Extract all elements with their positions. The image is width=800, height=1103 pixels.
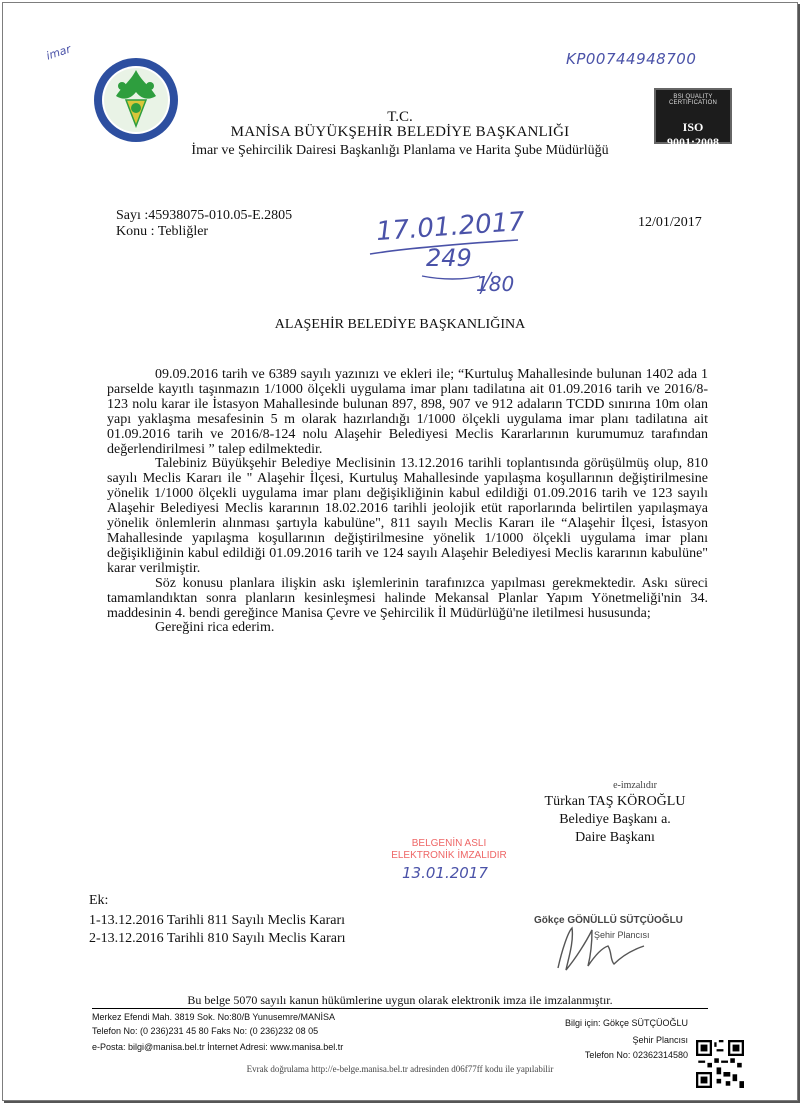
handwritten-signature (552, 920, 652, 976)
header-department: İmar ve Şehircilik Dairesi Başkanlığı Planlama ve Harita Şube Müdürlüğü (191, 143, 609, 158)
signatory-title-2: Daire Başkanı (575, 830, 655, 845)
handwritten-code: KP00744948700 (566, 50, 697, 68)
footer-verification: Evrak doğrulama http://e-belge.manisa.bel.tr adresinden d06f77ff kodu ile yapılabilir (246, 1064, 554, 1074)
iso-badge-main-text: ISO 9001:2008 (667, 120, 719, 149)
e-signature-note: e-imzalıdır (613, 780, 657, 791)
document-subject: Konu : Tebliğler (116, 224, 209, 239)
footer-info-phone: Telefon No: 02362314580 (584, 1050, 688, 1060)
signatory-name: Türkan TAŞ KÖROĞLU (544, 794, 686, 809)
signatory-title-1: Belediye Başkanı a. (559, 812, 671, 827)
stamp-handwritten-date: 13.01.2017 (402, 864, 488, 882)
document-date: 12/01/2017 (638, 215, 702, 230)
electronic-signature-stamp (374, 838, 524, 862)
iso-badge-top-text: BSI QUALITY CERTIFICATION (668, 94, 718, 106)
body-paragraph-2: Talebiniz Büyükşehir Belediye Meclisinin 13.12.2016 tarihli toplantısında görüşülmüş olup, 810 sayılı Meclis Kararı ile " Alaşehir İlçesi, Kurtuluş Mahallesinde yapılaşma koşullarının değiştirilmesine yönelik 1/1000 ölçekli uygulama imar planı değişikliğinin kabul edildiği 01.09.2016 tarih ve 123 sayılı Alaşehir Belediyesi Meclis kararının 18.02.2016 tarihli jeolojik etüt raporlarında belirtilen yapılaşmaya yönelik önlemlerin alınması şartıyla kabulüne", 811 sayılı Meclis Kararı ile “Alaşehir İlçesi, İstasyon Mahallesinde yapılaşma koşullarının değiştirilmesine yönelik 1/1000 ölçekli uygulama imar planı değişikliğinin kabul edildiği 01.09.2016 tarih ve 124 sayılı Alaşehir Belediyesi Meclis kararının kabulüne" karar verilmiştir. (107, 456, 708, 576)
qr-code-icon[interactable] (696, 1040, 744, 1088)
document-number: Sayı :45938075-010.05-E.2805 (116, 208, 293, 223)
footer-divider (92, 1008, 708, 1009)
footer-info-for: Bilgi için: Gökçe SÜTÇÜOĞLU (564, 1018, 688, 1028)
body-paragraph-1: 09.09.2016 tarih ve 6389 sayılı yazınızı ve ekleri ile; “Kurtuluş Mahallesinde bulunan 1402 ada 1 parselde kayıtlı taşınmazın 1/1000 ölçekli uygulama imar planı tadilatına ait 01.09.2016 tarih ve 2016/8-123 nolu karar ile İstasyon Mahallesinde bulunan 897, 898, 907 ve 912 adaların TCDD sınırına 10m olan yapı yaklaşma mesafesinin 5 m olarak hazırlandığı 1/1000 ölçekli uygulama imar planı tadilatına ait 01.09.2016 tarih ve 2016/8-124 nolu Alaşehir Belediyesi Meclis Kararlarının kurumumuz tarafından değerlendirilmesi ” talep edilmektedir. (107, 367, 708, 457)
second-signatory-name: Gökçe GÖNÜLLÜ SÜTÇÜOĞLU (534, 915, 683, 926)
footer-phone: Telefon No: (0 236)231 45 80 Faks No: (0 236)232 08 05 (92, 1026, 319, 1036)
header-tc: T.C. (387, 109, 413, 125)
letter-body (107, 368, 708, 636)
attachment-item-1: 1-13.12.2016 Tarihli 811 Sayılı Meclis Kararı (89, 913, 346, 928)
stamp-line-2: ELEKTRONİK İMZALIDIR (391, 850, 507, 861)
body-paragraph-3: Söz konusu planlara ilişkin askı işlemlerinin tarafınızca yapılması gerekmektedir. Askı süreci tamamlandıktan sonra planların kesinleşmesi halinde Mekansal Planlar Yapım Yönetmeliği'nin 34. maddesinin 4. bendi gereğince Manisa Çevre ve Şehircilik İl Müdürlüğü'ne iletilmesi hususunda; (107, 575, 708, 621)
footer-address: Merkez Efendi Mah. 3819 Sok. No:80/B Yunusemre/MANİSA (92, 1012, 335, 1022)
attachments-label: Ek: (89, 893, 109, 908)
handwritten-receipt-sub: 180 (476, 272, 515, 296)
addressee: ALAŞEHİR BELEDİYE BAŞKANLIĞINA (274, 317, 526, 332)
second-signatory-title: Şehir Plancısı (594, 930, 650, 940)
stamp-line-1: BELGENİN ASLI (411, 838, 487, 849)
attachment-item-2: 2-13.12.2016 Tarihli 810 Sayılı Meclis Kararı (89, 931, 346, 946)
handwritten-receipt-number: 249 (426, 244, 472, 272)
handwritten-receipt-date: 17.01.2017 (375, 206, 526, 248)
body-paragraph-4: Gereğini rica ederim. (155, 620, 275, 636)
footer-info-title: Şehir Plancısı (632, 1035, 688, 1045)
header-institution: MANİSA BÜYÜKŞEHİR BELEDİYE BAŞKANLIĞI (230, 124, 570, 140)
footer-law-note: Bu belge 5070 sayılı kanun hükümlerine uygun olarak elektronik imza ile imzalanmıştır. (187, 993, 613, 1007)
handwritten-note-imar: imar (44, 42, 73, 63)
footer-email: e-Posta: bilgi@manisa.bel.tr İnternet Adresi: www.manisa.bel.tr (92, 1042, 344, 1052)
